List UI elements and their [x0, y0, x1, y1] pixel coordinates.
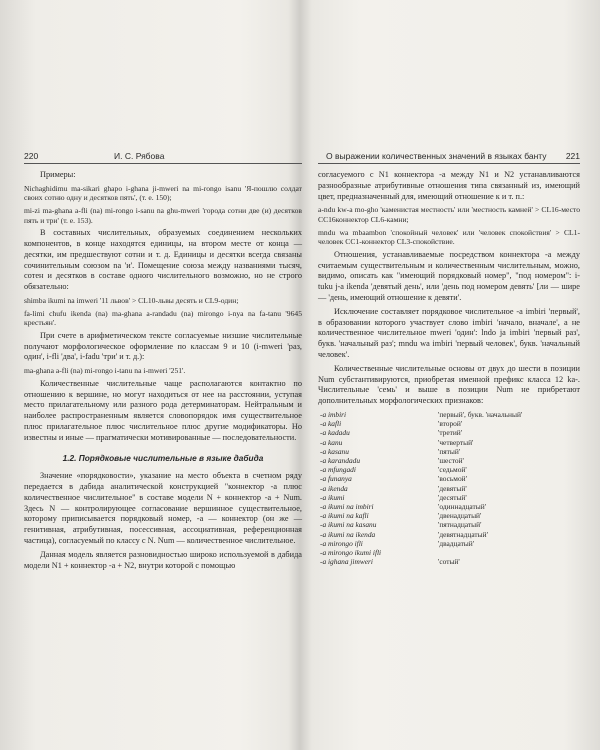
right-running-head — [318, 150, 580, 164]
ordinal-form: -a mirongo ikumi ifli — [320, 547, 382, 557]
ordinal-row — [320, 539, 522, 548]
example-3: shimba ikumi na imweri '11 львов' > CL10-львы десять и CL9-один; — [24, 295, 239, 305]
ordinal-gloss: 'пятый' — [438, 446, 461, 456]
ordinal-form: -a kafli — [320, 419, 342, 429]
ordinal-gloss: 'одиннадцатый' — [438, 501, 487, 511]
ordinal-row — [320, 474, 522, 483]
paragraph-word-order: Количественные числительные чаще располагаются контактно по отношению к вершине, но могут находиться от нее на расстоянии, уступая место прилагательному или разного рода детерминаторам. Нейтральным и наиболее распространенным является словопорядок имя существительное плюс прилагательное плюс числительное плюс другие модификаторы. Но известны и иные — прагматически мотивированные — последовательности. — [24, 378, 302, 442]
examples-heading: Примеры: — [40, 170, 76, 179]
left-page — [24, 150, 302, 574]
ordinal-row — [320, 484, 522, 493]
ordinal-form: -a ikumi na kasanu — [320, 520, 377, 530]
ordinal-gloss: 'восьмой' — [438, 474, 467, 484]
ordinal-gloss: 'третий' — [438, 428, 463, 438]
paragraph-ordinality: Значение «порядковости», указание на место объекта в счетном ряду передается в дабида аналитической конструкцией "коннектор -a плюс количественное числительное" в составе модели N + коннектор -a + Num. Здесь N — контролирующее согласование вершинное существительное, которому приписывается порядковый номер, -a — коннектор (он же — генитивная, атрибутивная, посессивная, ассоциативная, референционная частица), согласуемый по классу с N. Num — количественное числительное. — [24, 471, 302, 546]
right-header-title: О выражении количественных значений в языках банту — [326, 151, 547, 161]
ordinal-row — [320, 520, 522, 529]
ordinal-form: -a kadadu — [320, 428, 350, 438]
ordinal-gloss: 'сотый' — [438, 557, 460, 567]
example-2: mi-zi ma-ghana a-fli (na) mi-rongo i-sanu na ghu-mweri 'города сотни две (и) десятков пять и три' (т. е. 153). — [24, 205, 302, 225]
ordinal-row — [320, 410, 522, 419]
ordinal-row — [320, 438, 522, 447]
left-page-number: 220 — [24, 151, 39, 161]
ordinal-gloss: 'седьмой' — [438, 465, 467, 475]
ordinal-form: -a ikumi na imbiri — [320, 501, 374, 511]
paragraph-exception: Исключение составляет порядковое числительное -a imbiri 'первый', в образовании которого участвует слово imbiri 'начало, вначале', а не количественное числительное mweri 'один': lndo ja imbiri 'первый раз', букв. 'начальный раз'; mndu wa imbiri 'первый человек', букв. 'начальный человек'. — [318, 306, 580, 359]
ordinal-row — [320, 548, 522, 557]
ordinal-form: -a mirongo ifli — [320, 538, 363, 548]
ordinal-gloss: 'второй' — [438, 419, 463, 429]
paragraph-arithmetic-counting: При счете в арифметическом тексте согласуемые низшие числительные получают морфологическое оформление по классам 9 и 10 (i-mweri 'раз, один', i-fli 'два', i-fadu 'три' и т. д.): — [24, 330, 302, 362]
example-5: ma-ghana a-fli (na) mi-rongo i-tanu na i-mweri '251'. — [24, 366, 186, 376]
ordinal-form: -a funanya — [320, 474, 352, 484]
ordinal-row — [320, 456, 522, 465]
example-4: fa-limi chufu ikenda (na) ma-ghana a-randadu (na) mirongo i-nya na fa-tanu '9645 крестьян'. — [24, 308, 302, 328]
paragraph-substantivization: Количественные числительные основы от двух до шести в позиции Num субстантивируются, приобретая именной префикс класса 12 ka-. Числительные 'семь' и выше в позиции Num не прибретают дополнительных морфологических признаков: — [318, 363, 580, 406]
ordinal-gloss: 'двенадцатый' — [438, 511, 482, 521]
ordinal-form: -a ikumi na kafli — [320, 511, 369, 521]
ordinal-form: -a kanu — [320, 437, 343, 447]
ordinal-gloss: 'девятый' — [438, 483, 467, 493]
ordinal-form: -a kasanu — [320, 446, 349, 456]
right-example-1: a-ndu kw-a mo-gho 'каменистая местность' или 'местность камней' > CL16-место CC16коннектор CL6-камни; — [318, 205, 580, 224]
ordinal-form: -a mfungadi — [320, 465, 356, 475]
ordinal-form: -a imbiri — [320, 409, 347, 419]
ordinal-gloss: 'пятнадцатый' — [438, 520, 482, 530]
ordinal-gloss: 'девятнадцатый' — [438, 529, 488, 539]
ordinal-row — [320, 557, 522, 566]
ordinal-form: -a ighana jimweri — [320, 557, 373, 567]
paragraph-compound-numerals: В составных числительных, образуемых соединением нескольких компонентов, в конце находятся единицы, на втором месте от конца — десятки, им предшествуют сотни и т. д. Единицы и десятки всегда связаны сочинительным союзом na 'и'. Помещение союза между названиями тысяч, сотен и десятков в составе одного числительного возможно, но не строго обязательно: — [24, 228, 302, 292]
left-header-author: И. С. Рябова — [114, 151, 165, 161]
ordinal-gloss — [438, 548, 522, 557]
section-title: 1.2. Порядковые числительные в языке дабида — [62, 452, 264, 463]
right-example-2: mndu wa mbaambon 'спокойный человек' или 'человек спокойствия' > CL1-человек CC1-коннектор CL3-спокойствие. — [318, 227, 580, 247]
ordinal-gloss: 'десятый' — [438, 492, 467, 502]
ordinal-row — [320, 447, 522, 456]
ordinal-gloss: 'первый', букв. 'начальный' — [438, 409, 523, 419]
ordinal-form: -a ikenda — [320, 483, 348, 493]
right-page-number: 221 — [565, 151, 580, 161]
ordinal-row — [320, 465, 522, 474]
ordinal-row — [320, 428, 522, 437]
ordinal-row — [320, 419, 522, 428]
ordinal-form: -a ikumi na ikenda — [320, 529, 376, 539]
paragraph-relations: Отношения, устанавливаемые посредством коннектора -a между считаемым существительным и количественным числительным, можно, видимо, описать как "имеющий порядковый номер", "под номером": i-tuku j-a ikenda 'девятый день', или 'день под номером девять' [ли — шире — 'день, имеющий отношение к девяти'. — [318, 249, 580, 302]
ordinal-row — [320, 530, 522, 539]
ordinal-gloss: 'четвертый' — [438, 437, 474, 447]
ordinal-row — [320, 511, 522, 520]
ordinal-row — [320, 493, 522, 502]
left-running-head — [24, 150, 302, 164]
example-1: Nichaghidimu ma-sikari ghapo i-ghana ji-mweri na mi-rongo isanu 'Я-пошлю солдат своих сотню одну и десятков пять', (т. е. 150); — [24, 183, 302, 203]
ordinal-gloss: 'шестой' — [438, 455, 464, 465]
ordinal-form: -a ikumi — [320, 492, 345, 502]
ordinals-table — [320, 410, 522, 566]
ordinal-form: -a karandadu — [320, 455, 361, 465]
paragraph-model: Данная модель является разновидностью широко используемой в дабида модели N1 + коннектор -a + N2, внутри которой с помощью — [24, 549, 302, 570]
ordinal-gloss: 'двадцатый' — [438, 538, 475, 548]
ordinal-row — [320, 502, 522, 511]
right-page — [318, 150, 580, 566]
paragraph-connector-relations: согласуемого с N1 коннектора -a между N1 и N2 устанавливаются разнообразные атрибутивные отношения типа связанный из, имеющий цвет, предназначенный для, имеющий отношение к и т. п.: — [318, 170, 580, 201]
